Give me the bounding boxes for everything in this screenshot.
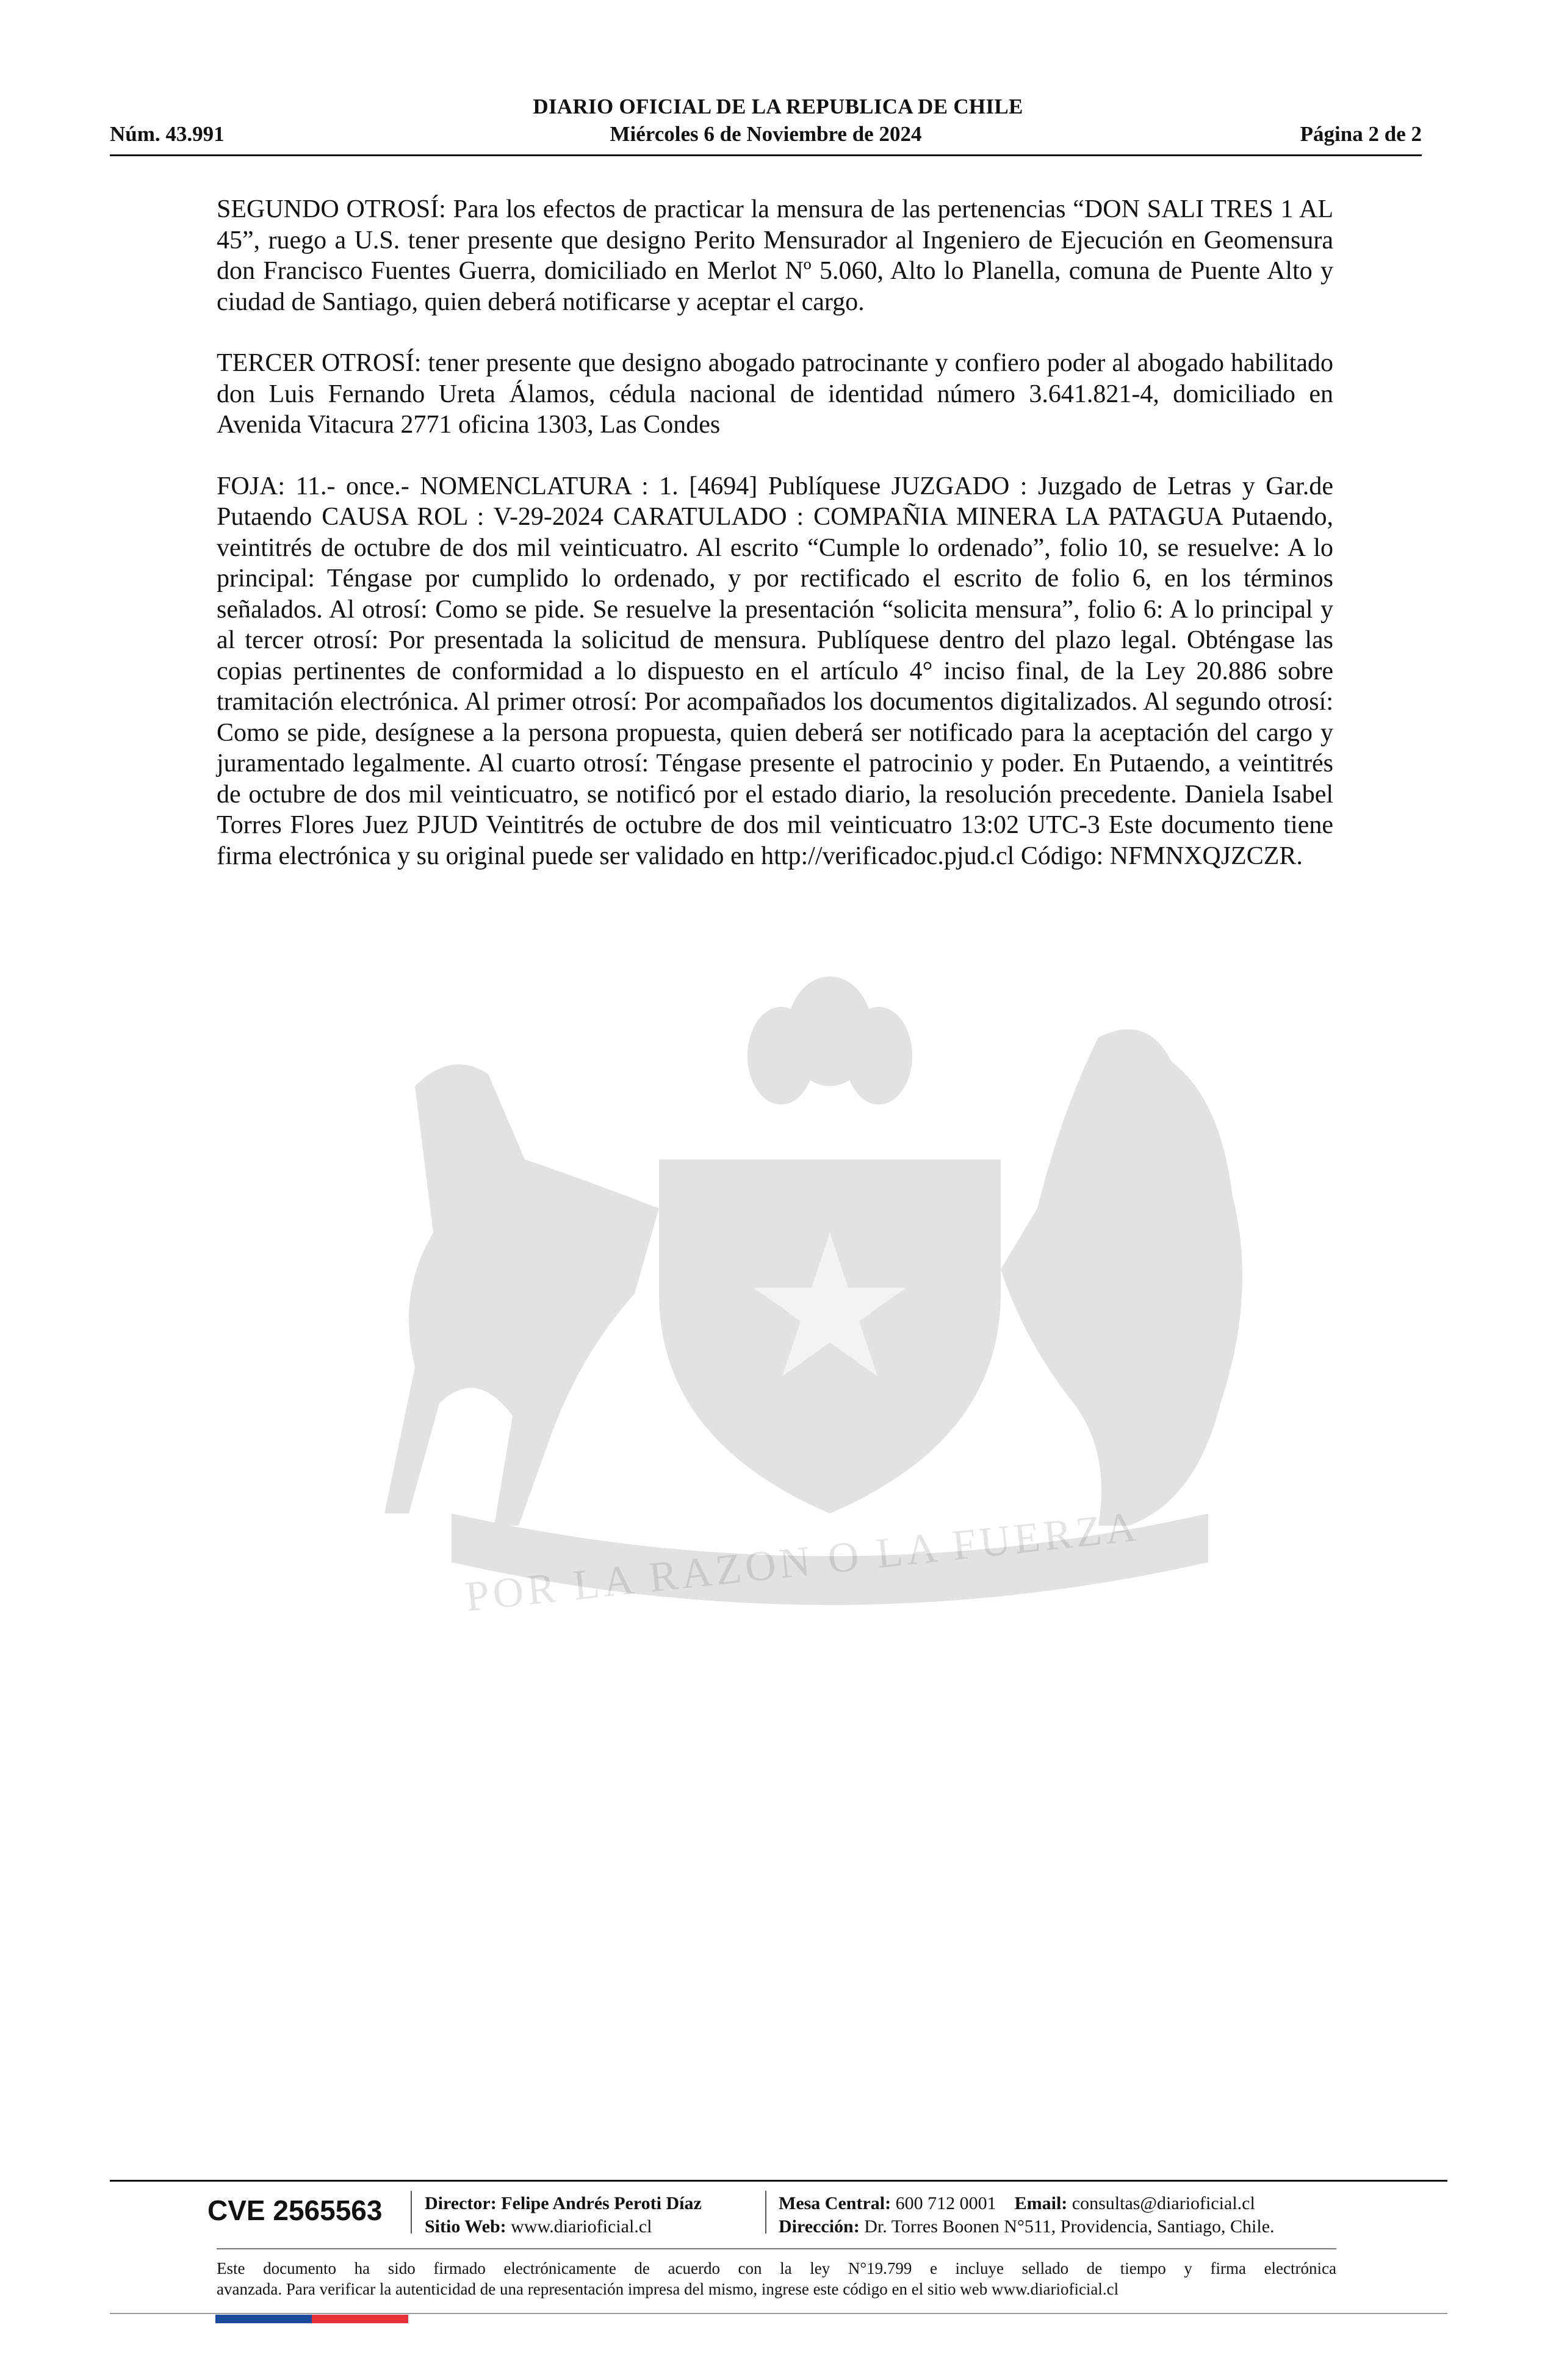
document-body bbox=[217, 194, 1333, 902]
footer-contact-column bbox=[779, 2192, 1275, 2238]
address-label: Dirección: bbox=[779, 2216, 860, 2237]
footer-divider-top bbox=[110, 2180, 1447, 2182]
footer-divider-bottom bbox=[110, 2313, 1447, 2314]
director-label: Director: bbox=[425, 2193, 497, 2213]
email-label: Email: bbox=[1014, 2193, 1068, 2213]
footer-director-column bbox=[425, 2192, 702, 2238]
watermark-motto: POR LA RAZON O LA FUERZA bbox=[463, 1503, 1142, 1621]
header-row bbox=[110, 122, 1422, 150]
legal-notice bbox=[217, 2258, 1336, 2299]
footer-separator bbox=[765, 2191, 766, 2234]
email-link[interactable]: consultas@diarioficial.cl bbox=[1072, 2193, 1255, 2213]
website-label: Sitio Web: bbox=[425, 2216, 506, 2237]
director-name: Felipe Andrés Peroti Díaz bbox=[501, 2193, 702, 2213]
legal-notice-line: avanzada. Para verificar la autenticidad de una representación impresa del mismo, ingrese este código en el sitio web www.diarioficial.cl bbox=[217, 2280, 1119, 2298]
address-value: Dr. Torres Boonen N°511, Providencia, Santiago, Chile. bbox=[864, 2216, 1275, 2237]
paragraph-segundo-otrosi: SEGUNDO OTROSÍ: Para los efectos de practicar la mensura de las pertenencias “DON SALI TRES 1 AL 45”, ruego a U.S. tener presente que designo Perito Mensurador al Ingeniero de Ejecución en Geomensura don Francisco Fuentes Guerra, domiciliado en Merlot Nº 5.060, Alto lo Planella, comuna de Puente Alto y ciudad de Santiago, quien deberá notificarse y aceptar el cargo. bbox=[217, 195, 1333, 316]
coat-of-arms-watermark-icon bbox=[317, 976, 1342, 1617]
issue-number: Núm. 43.991 bbox=[110, 122, 225, 146]
paragraph-tercer-otrosi: TERCER OTROSÍ: tener presente que designo abogado patrocinante y confiero poder al abogado habilitado don Luis Fernando Ureta Álamos, cédula nacional de identidad número 3.641.821-4, domiciliado en Avenida Vitacura 2771 oficina 1303, Las Condes bbox=[217, 349, 1333, 439]
website-link[interactable]: www.diarioficial.cl bbox=[511, 2216, 652, 2237]
publication-title: DIARIO OFICIAL DE LA REPUBLICA DE CHILE bbox=[533, 95, 1023, 118]
issue-date: Miércoles 6 de Noviembre de 2024 bbox=[610, 122, 922, 146]
legal-notice-line: Este documento ha sido firmado electrónicamente de acuerdo con la ley N°19.799 e incluye sellado de tiempo y firma electrónica bbox=[217, 2259, 1336, 2277]
cve-code: CVE 2565563 bbox=[207, 2194, 383, 2226]
footer-divider-mid bbox=[217, 2248, 1336, 2249]
flag-stripe-red bbox=[312, 2315, 408, 2323]
footer-separator bbox=[411, 2191, 412, 2234]
flag-stripe-blue bbox=[215, 2315, 312, 2323]
mesa-central-phone: 600 712 0001 bbox=[895, 2193, 996, 2213]
paragraph-foja: FOJA: 11.- once.- NOMENCLATURA : 1. [4694] Publíquese JUZGADO : Juzgado de Letras y Gar.de Putaendo CAUSA ROL : V-29-2024 CARATULADO : COMPAÑIA MINERA LA PATAGUA Putaendo, veintitrés de octubre de dos mil veinticuatro. Al escrito “Cumple lo ordenado”, folio 10, se resuelve: A lo principal: Téngase por cumplido lo ordenado, y por rectificado el escrito de folio 6, en los términos señalados. Al otrosí: Como se pide. Se resuelve la presentación “solicita mensura”, folio 6: A lo principal y al tercer otrosí: Por presentada la solicitud de mensura. Publíquese dentro del plazo legal. Obténgase las copias pertinentes de conformidad a lo dispuesto en el artículo 4° inciso final, de la Ley 20.886 sobre tramitación electrónica. Al primer otrosí: Por acompañados los documentos digitalizados. Al segundo otrosí: Como se pide, desígnese a la persona propuesta, quien deberá ser notificado para la aceptación del cargo y juramentado legalmente. Al cuarto otrosí: Téngase presente el patrocinio y poder. En Putaendo, a veintitrés de octubre de dos mil veinticuatro, se notificó por el estado diario, la resolución precedente. Daniela Isabel Torres Flores Juez PJUD Veintitrés de octubre de dos mil veinticuatro 13:02 UTC-3 Este documento tiene firma electrónica y su original puede ser validado en http://verificadoc.pjud.cl Código: NFMNXQJZCZR. bbox=[217, 472, 1333, 870]
mesa-central-label: Mesa Central: bbox=[779, 2193, 891, 2213]
page-indicator: Página 2 de 2 bbox=[1300, 122, 1422, 146]
header-divider bbox=[110, 154, 1422, 156]
